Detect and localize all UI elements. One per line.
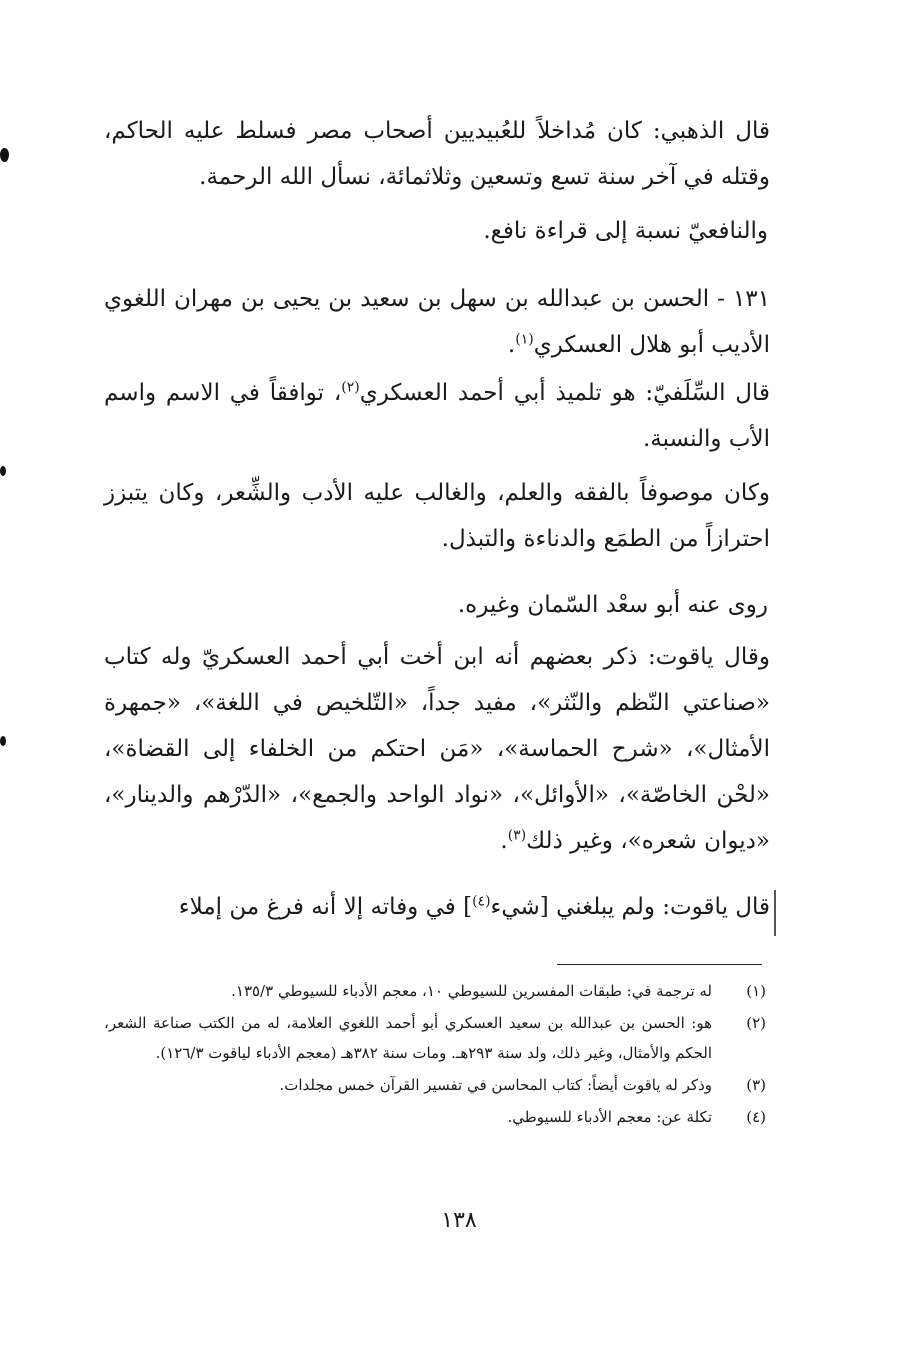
page-number: ١٣٨	[441, 1208, 477, 1233]
entry-131-heading: ١٣١ - الحسن بن عبدالله بن سهل بن سعيد بن يحيى بن مهران اللغوي الأديب أبو هلال العسكري$^{(١)}$.	[104, 286, 770, 358]
footnote-4	[104, 1102, 766, 1132]
footnote-number: (٤)	[746, 1108, 766, 1126]
footnote-text: له ترجمة في: طبقات المفسرين للسيوطي ١٠، معجم الأدباء للسيوطي ١٣٥/٣.	[231, 982, 712, 1000]
footnote-text: وذكر له ياقوت أيضاً: كتاب المحاسن في تفسير القرآن خمس مجلدات.	[279, 1076, 712, 1094]
footnote-number: (٣)	[746, 1076, 766, 1094]
footnote-ref-2[interactable]: (٢)	[341, 379, 360, 396]
footnote-number: (١)	[746, 982, 766, 1000]
paragraph-nafii: والنافعيّ نسبة إلى قراءة نافع.	[483, 218, 768, 244]
footnote-text: هو: الحسن بن عبدالله بن سعيد العسكري أبو أحمد اللغوي العلامة، له من الكتب صناعة الشعر، الحكم والأمثال، وغير ذلك، ولد سنة ٢٩٣هـ. ومات سنة ٣٨٢هـ (معجم الأدباء لياقوت ١٢٦/٣).	[104, 1014, 712, 1062]
footnote-2	[104, 1008, 766, 1068]
binding-mark	[0, 466, 6, 476]
footnote-separator	[557, 964, 762, 965]
binding-mark	[0, 736, 6, 746]
margin-tick	[774, 890, 776, 936]
footnote-ref-4[interactable]: (٤)	[472, 893, 491, 910]
paragraph-silafi: قال السِّلَفيّ: هو تلميذ أبي أحمد العسكري$^{(٢)}$، توافقاً في الاسم واسم الأب والنسبة.	[104, 379, 770, 452]
footnotes-section	[104, 976, 766, 1134]
footnote-ref-3[interactable]: (٣)	[507, 827, 527, 844]
paragraph-yaqut-books: وقال ياقوت: ذكر بعضهم أنه ابن أخت أبي أحمد العسكريّ وله كتاب «صناعتي النّظم والنّثر»، مفيد جداً، «التّلخيص في اللغة»، «جمهرة الأمثال»، «شرح الحماسة»، «مَن احتكم من الخلفاء إلى القضاة»، «لحْن الخاصّة»، «الأوائل»، «نواد الواحد والجمع»، «الدّرْهم والدينار»، «ديوان شعره»، وغير ذلك$^{(٣)}$.	[104, 644, 770, 854]
paragraph-narrators: روى عنه أبو سعْد السّمان وغيره.	[457, 592, 768, 618]
paragraph-dhahabi: قال الذهبي: كان مُداخلاً للعُبيديين أصحاب مصر فسلط عليه الحاكم، وقتله في آخر سنة تسع وتسعين وثلاثمائة، نسأل الله الرحمة.	[104, 118, 770, 190]
footnote-ref-1[interactable]: (١)	[515, 331, 534, 348]
footnote-number: (٢)	[746, 1014, 766, 1032]
footnote-1	[104, 976, 766, 1006]
binding-mark	[0, 148, 9, 162]
footnote-text: تكلة عن: معجم الأدباء للسيوطي.	[507, 1108, 712, 1126]
footnote-3	[104, 1070, 766, 1100]
paragraph-yaqut-death: قال ياقوت: ولم يبلغني [شيء$^{(٤)}$] في وفاته إلا أنه فرغ من إملاء	[178, 893, 770, 920]
paragraph-description: وكان موصوفاً بالفقه والعلم، والغالب عليه الأدب والشِّعر، وكان يتبزز احترازاً من الطمَع والدناءة والتبذل.	[104, 480, 770, 552]
